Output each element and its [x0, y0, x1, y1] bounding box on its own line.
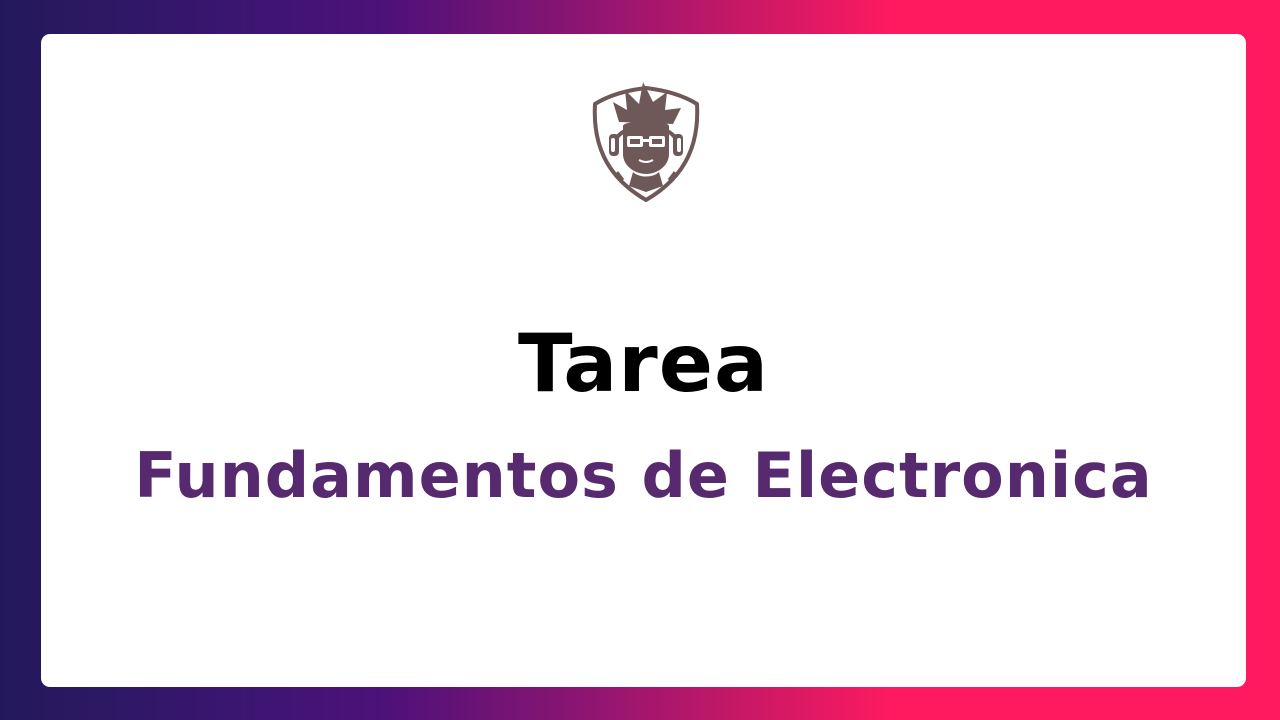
slide-card [41, 34, 1246, 687]
slide-title: Tarea [518, 317, 769, 410]
slide-subtitle: Fundamentos de Electronica [134, 439, 1153, 512]
shield-avatar-logo-icon [589, 80, 703, 204]
